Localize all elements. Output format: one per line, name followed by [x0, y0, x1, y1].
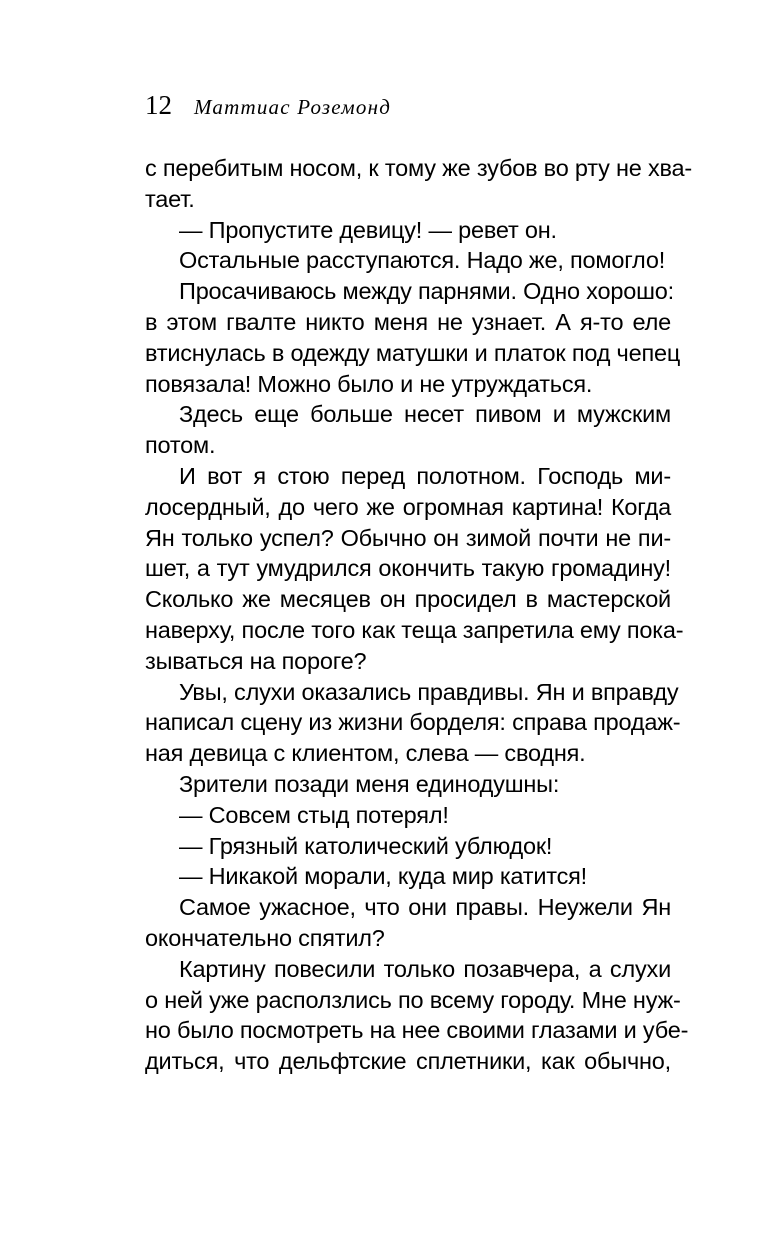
text-line: написал сцену из жизни борделя: справа продаж- — [145, 709, 681, 736]
text-line: Просачиваюсь между парнями. Одно хорошо: — [179, 278, 674, 305]
text-line: И вот я стою перед полотном. Господь ми- — [179, 462, 671, 489]
text-line: лосердный, до чего же огромная картина! Когда — [145, 493, 671, 520]
text-line: в этом гвалте никто меня не узнает. А я-то еле — [145, 308, 671, 335]
text-line: потом. — [145, 432, 216, 459]
text-line: Самое ужасное, что они правы. Неужели Ян — [179, 894, 671, 921]
text-line: втиснулась в одежду матушки и платок под чепец — [145, 339, 681, 366]
text-line: Увы, слухи оказались правдивы. Ян и вправду — [179, 678, 679, 705]
text-line: наверху, после того как теща запретила ему пока- — [145, 616, 684, 643]
text-line: Остальные расступаются. Надо же, помогло! — [179, 247, 666, 274]
text-line: — Совсем стыд потерял! — [179, 801, 449, 828]
text-line: тает. — [145, 185, 195, 212]
text-line: шет, а тут умудрился окончить такую громадину! — [145, 555, 671, 582]
text-line: зываться на пороге? — [145, 647, 367, 674]
text-line: — Никакой морали, куда мир катится! — [179, 863, 587, 890]
text-line: Здесь еще больше несет пивом и мужским — [179, 401, 671, 428]
running-head — [145, 88, 391, 122]
text-line: Сколько же месяцев он просидел в мастерской — [145, 586, 671, 613]
body-text — [145, 153, 693, 1077]
text-line: ная девица с клиентом, слева — сводня. — [145, 740, 586, 767]
running-title: Маттиас Роземонд — [194, 95, 392, 119]
text-line: о ней уже расползлись по всему городу. Мне нуж- — [145, 986, 681, 1013]
text-line: Картину повесили только позавчера, а слухи — [179, 955, 671, 982]
text-line: — Пропустите девицу! — ревет он. — [179, 216, 557, 243]
text-line: повязала! Можно было и не утруждаться. — [145, 370, 593, 397]
text-line: диться, что дельфтские сплетники, как обычно, — [145, 1048, 671, 1075]
text-line: окончательно спятил? — [145, 924, 385, 951]
text-line: Ян только успел? Обычно он зимой почти не пи- — [145, 524, 671, 551]
page-number: 12 — [145, 90, 172, 120]
text-line: с перебитым носом, к тому же зубов во рту не хва- — [145, 155, 693, 181]
text-line: — Грязный католический ублюдок! — [179, 832, 553, 859]
text-line: но было посмотреть на нее своими глазами и убе- — [145, 1017, 689, 1044]
text-line: Зрители позади меня единодушны: — [179, 770, 560, 797]
